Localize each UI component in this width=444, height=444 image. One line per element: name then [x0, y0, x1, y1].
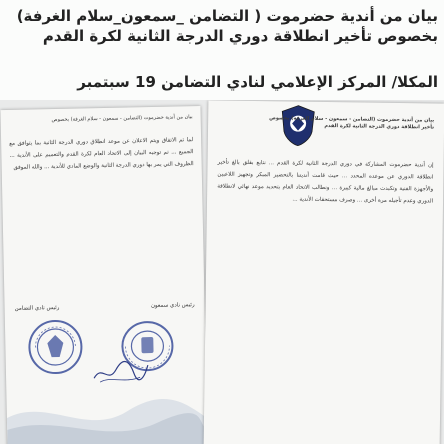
signature-label-tadamon: رئيس نادي التضامن [14, 304, 60, 312]
left-document-page [0, 106, 207, 444]
headline: بيان من أندية حضرموت ( التضامن _سمعون_سلام الغرفة) بخصوص تأخير انطلاقة دوري الدرجة الثانية لكرة القدم [16, 7, 438, 45]
signature-labels [15, 302, 195, 312]
club-stamp-icon [25, 316, 86, 377]
signature-label-samoun: رئيس نادي سمعون [150, 302, 195, 310]
right-page-heading: بيان من أندية حضرموت (التضامن - سمعون - سلام الغرفة) بخصوص تأخير انطلاقة دوري الدرجة الثانية لكرة القدم [269, 115, 435, 131]
left-page-body: لما تم الاتفاق ويتم الاعلان عن موعد انطلاق دوري الدرجة الثانية بما يتوافق مع الجميع ... تم توجيه البيان إلى الاتحاد العام لكرة القدم والتعميم على الأندية ... الظروف التي يمر بها دوري الدرجة الثانية والوضع المادي للأندية ... والله الموفق [9, 137, 194, 171]
headline-panel [0, 0, 444, 100]
dateline: المكلا/ المركز الإعلامي لنادي التضامن 19 سبتمبر [77, 73, 438, 91]
left-page-heading: بيان من أندية حضرموت (التضامن - سمعون - سلام الغرفة) بخصوص [51, 114, 193, 124]
right-page-body: إن أندية حضرموت المشاركة في دوري الدرجة الثانية لكرة القدم ... نتابع بقلق بالغ تأخير انطلاقة الدوري عن موعده المحدد ... حيث قامت أنديتنا بالتحضير المبكر وتجهيز اللاعبين والأجهزة الفنية وتكبدت مبالغ مالية كبيرة ... ونطالب الاتحاد العام بتحديد موعد نهائي لانطلاقة الدوري وعدم تأجيله مرة أخرى ... وصرف مستحقات الأندية ... [217, 159, 434, 205]
scanned-statement [0, 100, 444, 444]
letterhead-footer-icon [6, 374, 207, 444]
right-document-page [204, 100, 444, 444]
